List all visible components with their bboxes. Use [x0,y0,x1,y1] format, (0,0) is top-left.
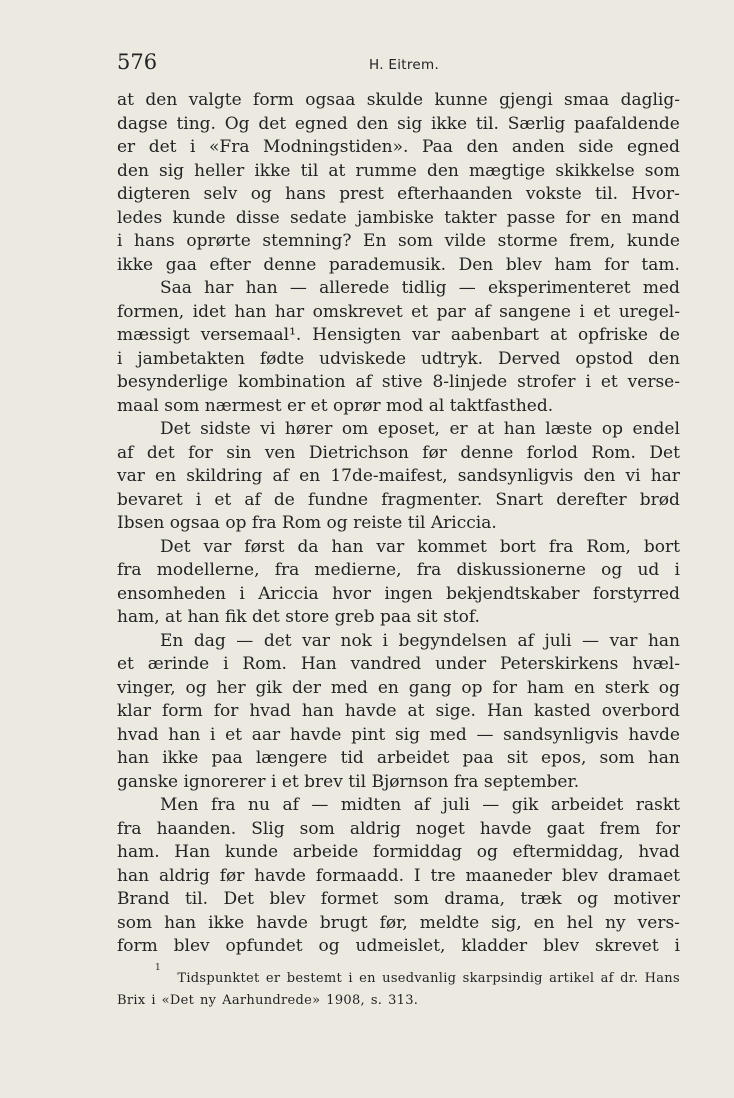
text-line: i hans oprørte stemning? En som vilde storme frem, kunde [117,231,680,251]
text-line: i jambetakten fødte udviskede udtryk. Derved opstod den [117,348,680,369]
text-line: han aldrig før havde formaadd. I tre maaneder blev dramaet [117,865,680,886]
page-header [117,50,680,80]
text-line: ham. Han kunde arbeide formiddag og eftermiddag, hvad [117,842,680,862]
text-line: Det sidste vi hører om eposet, er at han læste op endel [160,419,680,439]
text-line: fra modellerne, fra medierne, fra diskussionerne og ud i [117,560,680,580]
text-line: Ibsen ogsaa op fra Rom og reiste til Ariccia. [117,513,497,533]
text-line: ledes kunde disse sedate jambiske takter passe for en mand [117,207,680,228]
text-line: form blev opfundet og udmeislet, kladder blev skrevet i [117,936,680,956]
text-line: mæssigt versemaal¹. Hensigten var aabenbart at opfriske de [117,325,680,345]
text-line: En dag — det var nok i begyndelsen af juli — var han [160,630,680,651]
text-line: Saa har han — allerede tidlig — eksperimenteret med [160,278,680,298]
running-head: H. Eitrem. [369,57,440,73]
text-line: fra haanden. Slig som aldrig noget havde gaat frem for [117,818,680,839]
text-line: besynderlige kombination af stive 8-linjede strofer i et verse- [117,372,680,392]
body-text [117,89,680,959]
text-line: som han ikke havde brugt før, meldte sig, en hel ny vers- [117,912,680,933]
text-line: ikke gaa efter denne parademusik. Den blev ham for tam. [117,254,680,275]
text-line: hvad han i et aar havde pint sig med — sandsynligvis havde [117,724,680,745]
text-line: formen, idet han har omskrevet et par af sangene i et uregel- [117,301,680,322]
text-line: Brand til. Det blev formet som drama, træk og motiver [117,889,680,909]
text-line: digteren selv og hans prest efterhaanden vokste til. Hvor- [117,184,680,204]
text-line: han ikke paa længere tid arbeidet paa sit epos, som han [117,748,680,768]
text-line: dagse ting. Og det egned den sig ikke til. Særlig paafaldende [117,113,680,134]
footnotes [117,963,680,1012]
text-line: er det i «Fra Modningstiden». Paa den anden side egned [117,137,680,157]
footnote-line: Brix i «Det ny Aarhundrede» 1908, s. 313. [117,993,419,1008]
text-line: ganske ignorerer i et brev til Bjørnson fra september. [117,771,580,792]
text-line: Men fra nu af — midten af juli — gik arbeidet raskt [160,795,680,815]
text-line: bevaret i et af de fundne fragmenter. Snart derefter brød [117,489,680,510]
footnote-number: 1 [155,963,162,973]
text-line: af det for sin ven Dietrichson før denne forlod Rom. Det [117,442,680,463]
text-line: et ærinde i Rom. Han vandred under Peterskirkens hvæl- [117,654,680,674]
text-line: maal som nærmest er et oprør mod al taktfasthed. [117,395,554,416]
text-line: ham, at han fik det store greb paa sit stof. [117,607,480,627]
text-line: den sig heller ikke til at rumme den mægtige skikkelse som [117,160,680,181]
text-line: var en skildring af en 17de-maifest, sandsynligvis den vi har [117,466,680,486]
text-line: ensomheden i Ariccia hvor ingen bekjendtskaber forstyrred [117,583,680,604]
page-number: 576 [117,50,158,74]
text-line: vinger, og her gik der med en gang op for ham en sterk og [117,677,680,698]
footnote-line: 1 Tidspunktet er bestemt i en usedvanlig skarpsindig artikel af dr. Hans [117,968,680,990]
text-line: Det var først da han var kommet bort fra Rom, bort [160,536,680,557]
text-line: klar form for hvad han havde at sige. Han kasted overbord [117,701,680,721]
text-line: at den valgte form ogsaa skulde kunne gjengi smaa daglig- [117,90,680,110]
